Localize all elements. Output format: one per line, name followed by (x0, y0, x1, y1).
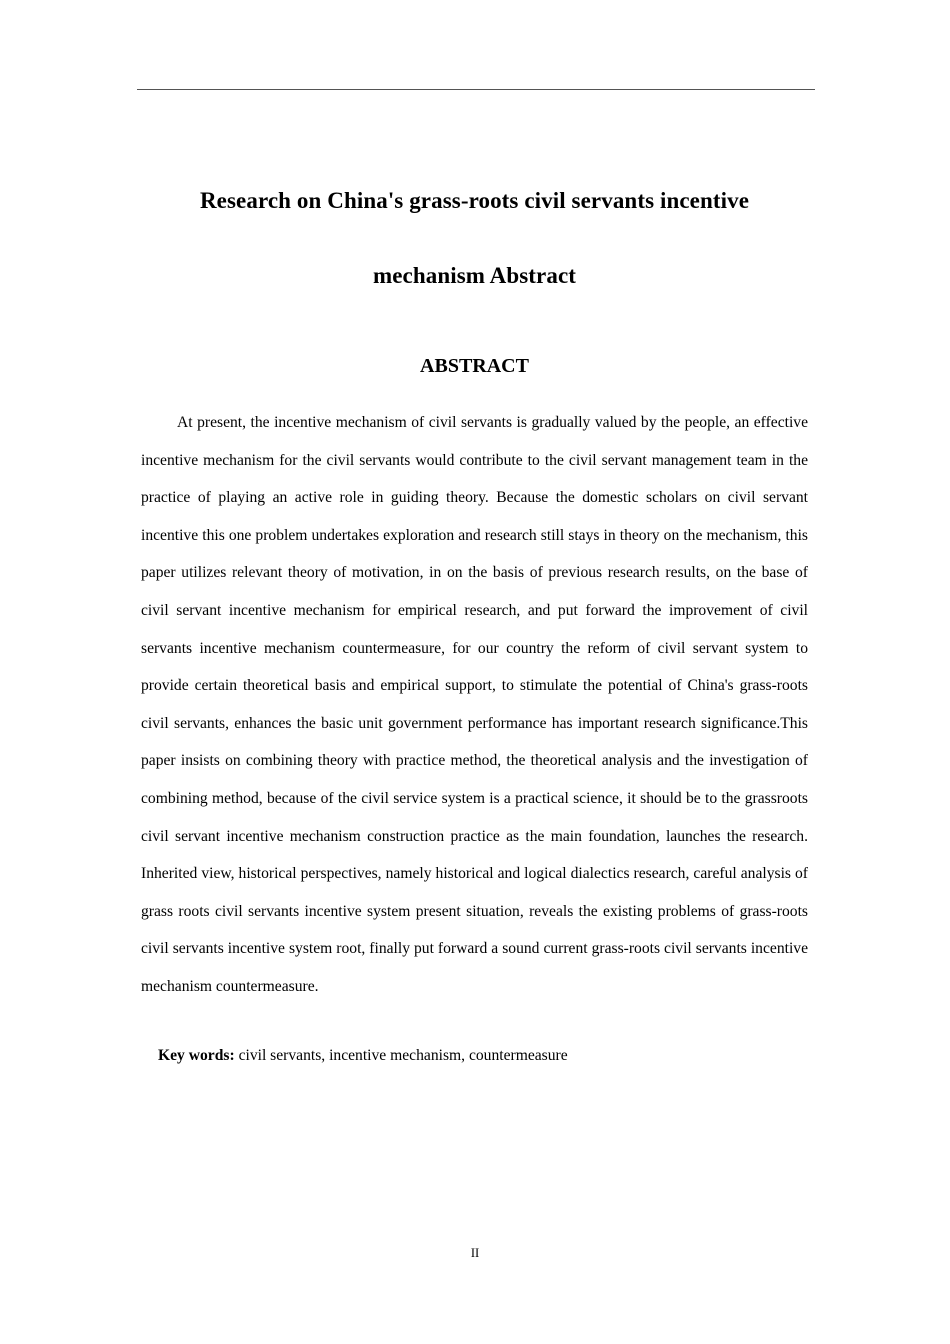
page-title-line-1: Research on China's grass-roots civil servants incentive (199, 188, 750, 213)
page-title (141, 0, 808, 313)
abstract-heading: ABSTRACT (420, 355, 529, 377)
page-title-line-2: mechanism Abstract (372, 263, 577, 288)
keywords-value: civil servants, incentive mechanism, countermeasure (234, 1046, 568, 1064)
page-content (141, 0, 808, 1074)
keywords-label: Key words: (158, 1046, 235, 1064)
page-number: II (470, 1246, 480, 1260)
keywords-line (141, 1006, 808, 1075)
abstract-paragraph: At present, the incentive mechanism of civil servants is gradually valued by the people, an effective incentive mechanism for the civil servants would contribute to the civil servant management team in the practice of playing an active role in guiding theory. Because the domestic scholars on civil servant incentive this one problem undertakes exploration and research still stays in theory on the mechanism, this paper utilizes relevant theory of motivation, in on the basis of previous research results, on the base of civil servant incentive mechanism for empirical research, and put forward the improvement of civil servants incentive mechanism countermeasure, for our country the reform of civil servant system to provide certain theoretical basis and empirical support, to stimulate the potential of China's grass-roots civil servants, enhances the basic unit government performance has important research significance.This paper insists on combining theory with practice method, the theoretical analysis and the investigation of combining method, because of the civil service system is a practical science, it should be to the grassroots civil servant incentive mechanism construction practice as the main foundation, launches the research. Inherited view, historical perspectives, namely historical and logical dialectics research, careful analysis of grass roots civil servants incentive system present situation, reveals the existing problems of grass-roots civil servants incentive system root, finally put forward a sound current grass-roots civil servants incentive mechanism countermeasure. (141, 414, 808, 995)
